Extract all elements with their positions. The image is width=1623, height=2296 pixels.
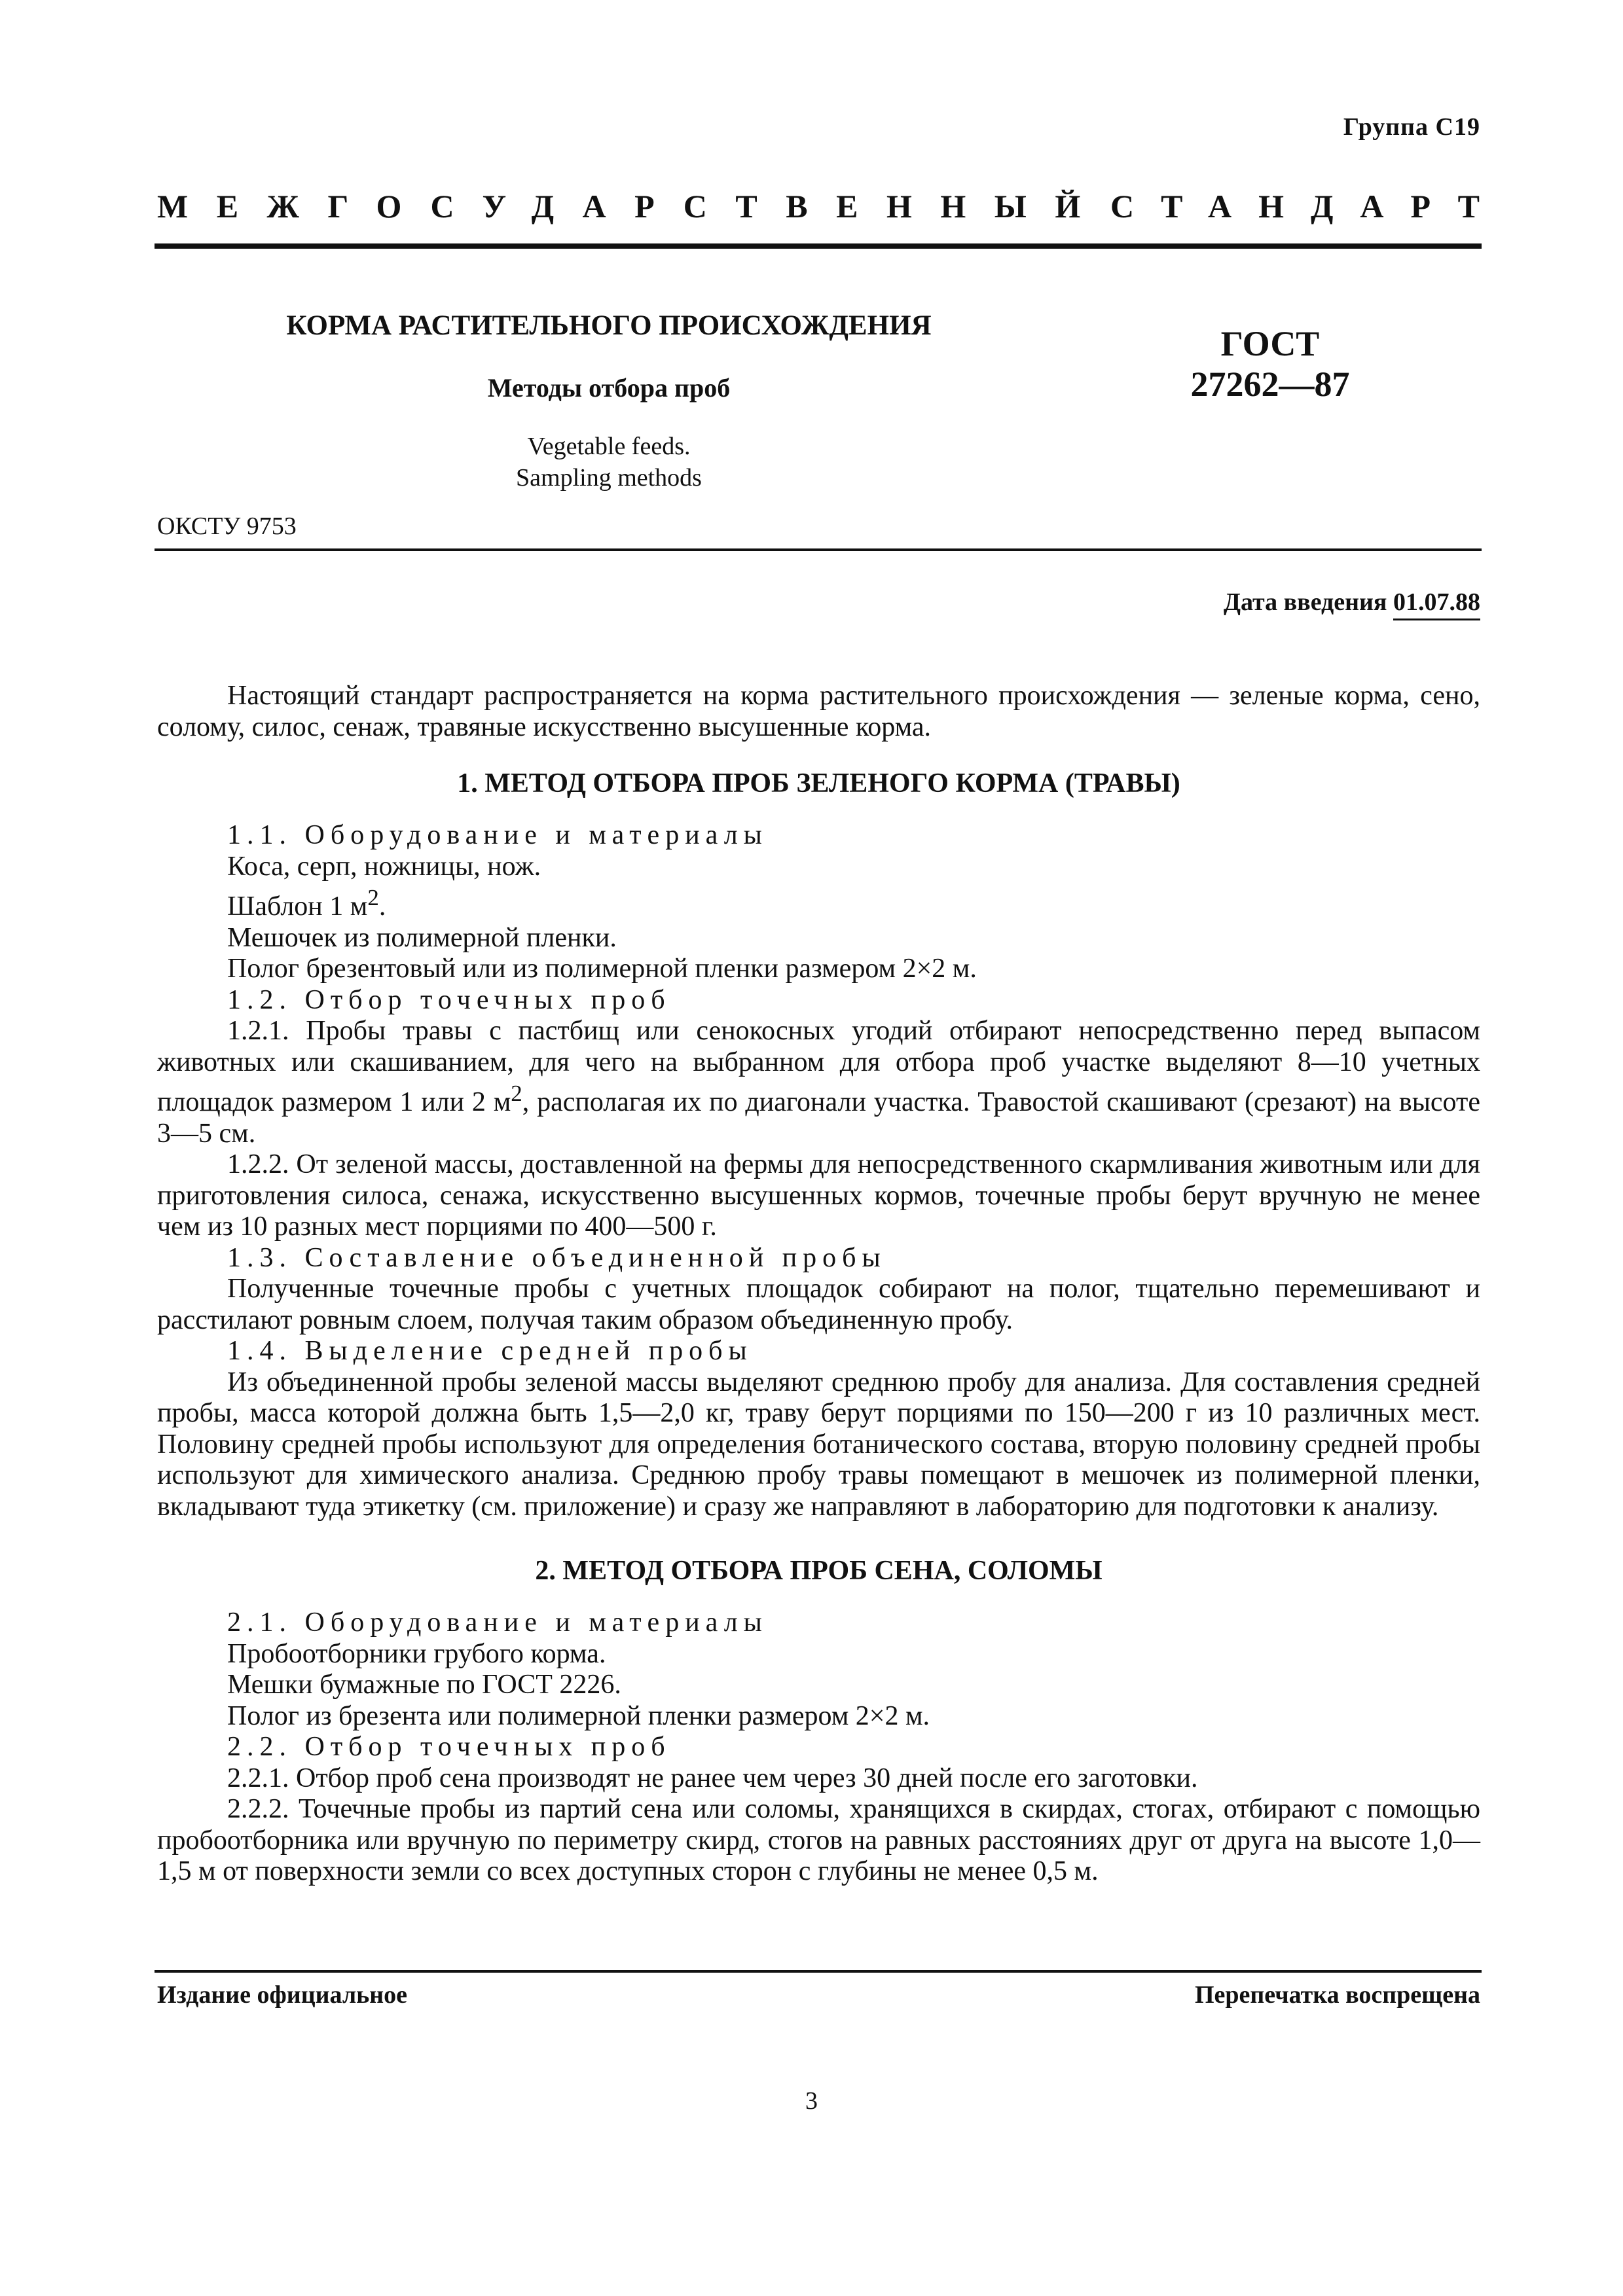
clause-2-1-title: 2.1. Оборудование и материалы xyxy=(227,1607,768,1638)
page-number: 3 xyxy=(805,2087,818,2115)
document-title: КОРМА РАСТИТЕЛЬНОГО ПРОИСХОЖДЕНИЯ xyxy=(286,310,932,341)
list-item: Полог из брезента или полимерной пленки размером 2×2 м. xyxy=(227,1700,930,1731)
list-item: Коса, серп, ножницы, нож. xyxy=(227,851,541,882)
document-body xyxy=(157,681,1480,1888)
clause-1-1-title: 1.1. Оборудование и материалы xyxy=(227,820,768,850)
english-title-line-2: Sampling methods xyxy=(516,464,702,492)
gost-number: 27262—87 xyxy=(1190,365,1350,404)
group-label: Группа С19 xyxy=(1343,113,1480,141)
header-rule xyxy=(155,243,1482,249)
clause-1-2-2: 1.2.2. От зеленой массы, доставленной на фермы для непосредственного скармливания животным или для приготовления силоса, сенажа, искусственно высушенных кормов, точечные пробы берут вручную не менее чем из 10 разных мест порциями по 400—500 г. xyxy=(157,1149,1480,1242)
clause-2-2-2: 2.2.2. Точечные пробы из партий сена или соломы, хранящихся в скирдах, стогах, отбирают с помощью пробоотборника или вручную по периметру скирд, стогов на равных расстояниях друг от друга на высоте 1,0—1,5 м от поверхности земли со всех доступных сторон с глубины не менее 0,5 м. xyxy=(157,1794,1480,1886)
document-subtitle: Методы отбора проб xyxy=(487,373,731,403)
clause-1-4-title: 1.4. Выделение средней пробы xyxy=(227,1336,753,1366)
list-item: Полог брезентовый или из полимерной пленки размером 2×2 м. xyxy=(227,954,977,984)
english-title xyxy=(210,431,1008,493)
gost-designation xyxy=(1100,323,1440,404)
clause-1-2-1: 1.2.1. Пробы травы с пастбищ или сенокосных угодий отбирают непосредственно перед выпасом животных или скашиванием, для чего на выбранном для отбора проб участке выделяют 8—10 учетных площадок размером 1 или 2 $м^2$, располагая их по диагонали участка. Травостой скашивают (срезают) на высоте 3—5 см. xyxy=(157,1016,1480,1149)
clause-1-3-title: 1.3. Составление объединенной пробы xyxy=(227,1242,886,1273)
list-item: Шаблон 1 $м^2$. xyxy=(227,885,386,922)
section-2-heading: 2. МЕТОД ОТБОРА ПРОБ СЕНА, СОЛОМЫ xyxy=(535,1556,1103,1586)
clause-1-4-text: Из объединенной пробы зеленой массы выделяют среднюю пробу для анализа. Для составления средней пробы, масса которой должна быть 1,5—2,0 кг, траву берут порциями по 150—200 г из 10 различных мест. Половину средней пробы используют для определения ботанического состава, вторую половину средней пробы используют для химического анализа. Среднюю пробу травы помещают в мешочек из полимерной пленки, вкладывают туда этикетку (см. приложение) и сразу же направляют в лабораторию для подготовки к анализу. xyxy=(157,1367,1480,1522)
clause-2-2-title: 2.2. Отбор точечных проб xyxy=(227,1732,671,1762)
title-block xyxy=(157,309,1008,493)
introduction-date xyxy=(1224,588,1480,617)
introduction-date-value: 01.07.88 xyxy=(1393,588,1480,620)
intro-paragraph: Настоящий стандарт распространяется на корма растительного происхождения — зеленые корма, сено, солому, силос, сенаж, травяные искусственно высушенные корма. xyxy=(157,681,1480,742)
footer-rule xyxy=(155,1970,1482,1973)
official-edition-label: Издание официальное xyxy=(157,1981,408,2009)
introduction-date-label: Дата введения xyxy=(1223,588,1387,616)
gost-label: ГОСТ xyxy=(1220,324,1320,363)
list-item: Пробоотборники грубого корма. xyxy=(227,1638,606,1669)
standard-header-title xyxy=(157,187,1506,228)
clause-1-2-title: 1.2. Отбор точечных проб xyxy=(227,984,671,1015)
header-word-interstate: МЕЖГОСУДАРСТВЕННЫЙ xyxy=(157,188,1109,224)
section-1-heading: 1. МЕТОД ОТБОРА ПРОБ ЗЕЛЕНОГО КОРМА (ТРАВЫ) xyxy=(457,768,1180,798)
clause-2-2-1: 2.2.1. Отбор проб сена производят не ранее чем через 30 дней после его заготовки. xyxy=(227,1763,1198,1793)
clause-1-3-text: Полученные точечные пробы с учетных площадок собирают на полог, тщательно перемешивают и расстилают ровным слоем, получая таким образом объединенную пробу. xyxy=(157,1274,1480,1335)
oksty-code: ОКСТУ 9753 xyxy=(157,512,297,540)
title-bottom-rule xyxy=(155,548,1482,551)
reprint-prohibited-label: Перепечатка воспрещена xyxy=(1194,1981,1480,2009)
english-title-line-1: Vegetable feeds. xyxy=(527,433,691,460)
header-word-standard: СТАНДАРТ xyxy=(1110,188,1506,224)
list-item: Мешочек из полимерной пленки. xyxy=(227,922,617,953)
list-item: Мешки бумажные по ГОСТ 2226. xyxy=(227,1670,621,1700)
